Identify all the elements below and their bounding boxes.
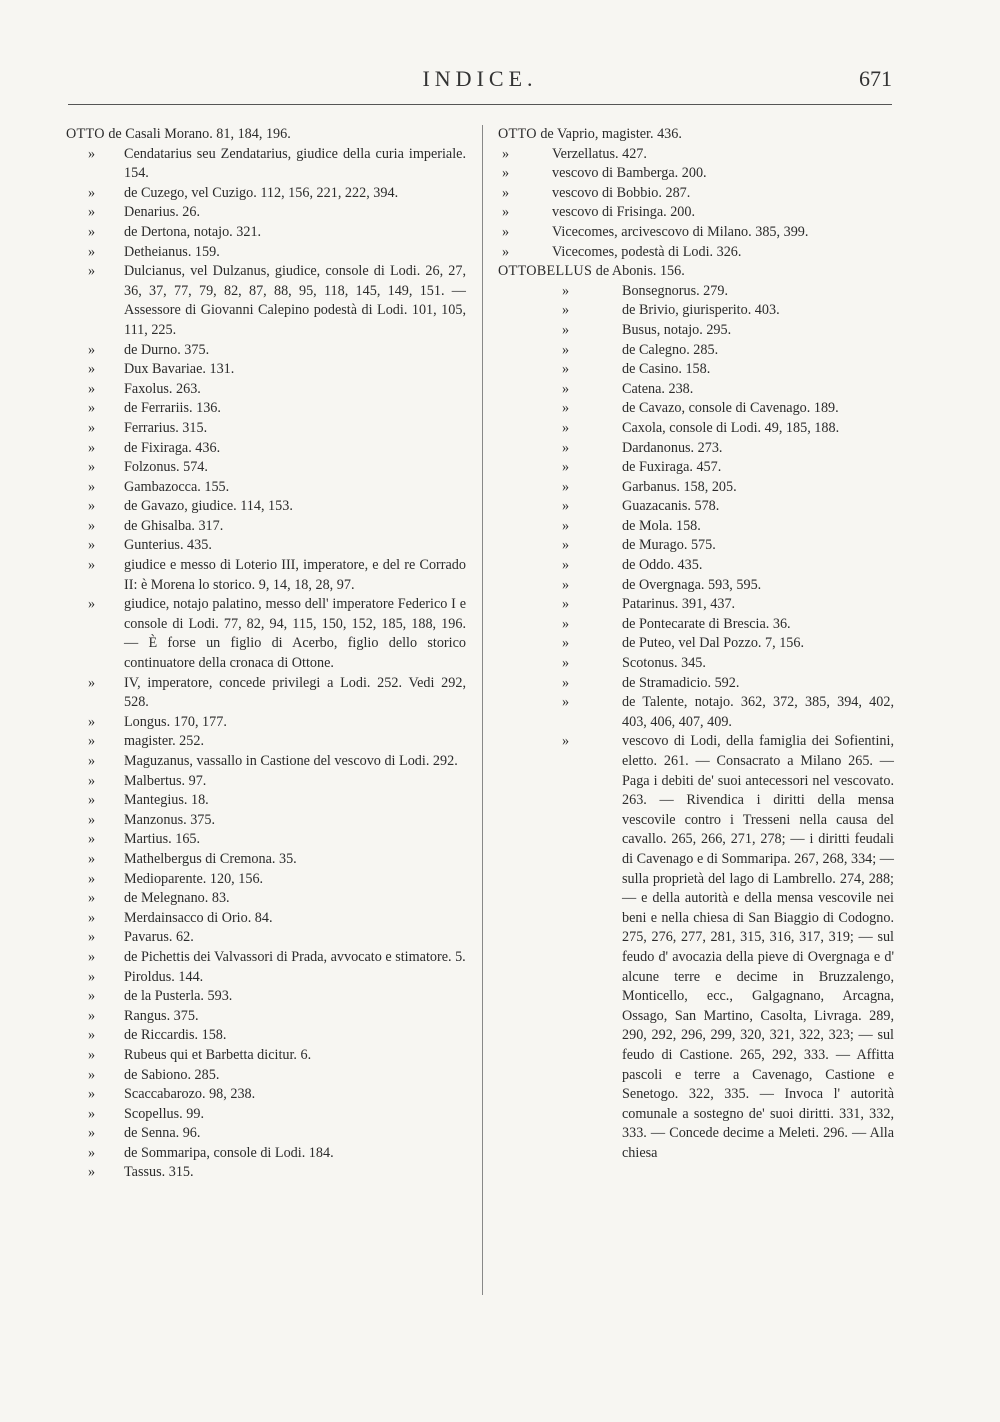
entry-text: de Talente, notajo. 362, 372, 385, 394, 402, 403, 406, 407, 409. <box>622 694 894 730</box>
column-divider <box>482 125 483 1295</box>
entry-text: de Sabiono. 285. <box>124 1066 220 1083</box>
ditto-mark: » <box>88 792 96 809</box>
index-entry <box>66 1007 466 1027</box>
index-entry <box>66 341 466 361</box>
entry-text: giudice, notajo palatino, messo dell' imperatore Federico I e console di Lodi. 77, 82, 94, 115, 150, 152, 185, 188, 196. — È forse un figlio di Acerbo, figlio dello storico continuatore della cronaca di Ottone. <box>124 596 466 672</box>
ditto-mark: » <box>88 948 96 965</box>
ditto-mark: » <box>562 419 570 436</box>
index-entry <box>66 987 466 1007</box>
index-entry <box>66 243 466 263</box>
entry-text: Bonsegnorus. 279. <box>622 282 729 299</box>
entry-text: Scaccabarozo. 98, 238. <box>124 1086 256 1103</box>
index-entry <box>66 752 466 772</box>
ditto-mark: » <box>562 674 570 691</box>
index-entry <box>498 517 894 537</box>
page-title: INDICE. <box>422 66 538 91</box>
index-entry <box>498 478 894 498</box>
ditto-mark: » <box>562 400 570 417</box>
ditto-mark: » <box>502 223 510 240</box>
ditto-mark: » <box>562 361 570 378</box>
entry-headword: OTTO <box>66 126 105 142</box>
ditto-mark: » <box>502 145 510 162</box>
entry-text: de Cavazo, console di Cavenago. 189. <box>622 400 839 417</box>
index-entry <box>498 145 894 165</box>
ditto-mark: » <box>88 184 96 201</box>
index-entry <box>498 223 894 243</box>
entry-text: Gambazocca. 155. <box>124 478 230 495</box>
ditto-mark: » <box>562 302 570 319</box>
ditto-mark: » <box>88 145 96 162</box>
entry-text: Dulcianus, vel Dulzanus, giudice, console di Lodi. 26, 27, 36, 37, 77, 79, 82, 87, 88, 95, 118, 145, 149, 151. — Assessore di Giovanni Calepino podestà di Lodi. 101, 105, 111, 225. <box>124 263 466 338</box>
ditto-mark: » <box>88 341 96 358</box>
index-entry <box>498 615 894 635</box>
entry-text: de Fixiraga. 436. <box>124 439 221 456</box>
entry-text: de Abonis. 156. <box>595 263 685 280</box>
entry-text: de Calegno. 285. <box>622 341 719 358</box>
index-entry <box>498 654 894 674</box>
entry-text: vescovo di Bamberga. 200. <box>552 165 707 182</box>
entry-text: de Vaprio, magister. 436. <box>540 126 682 142</box>
index-entry <box>66 968 466 988</box>
index-entry <box>66 399 466 419</box>
entry-text: de la Pusterla. 593. <box>124 988 233 1005</box>
index-entry <box>498 458 894 478</box>
index-entry <box>498 125 894 145</box>
entry-text: de Casino. 158. <box>622 361 711 378</box>
entry-text: Dardanonus. 273. <box>622 439 723 456</box>
ditto-mark: » <box>88 557 96 574</box>
index-entry <box>66 713 466 733</box>
entry-text: de Pontecarate di Brescia. 36. <box>622 615 791 632</box>
ditto-mark: » <box>88 772 96 789</box>
entry-text: de Gavazo, giudice. 114, 153. <box>124 498 293 515</box>
ditto-mark: » <box>88 713 96 730</box>
index-entry <box>66 497 466 517</box>
entry-text: Faxolus. 263. <box>124 380 201 397</box>
index-entry <box>66 1144 466 1164</box>
index-entry <box>66 595 466 673</box>
index-entry <box>498 184 894 204</box>
ditto-mark: » <box>88 1144 96 1161</box>
entry-text: Ferrarius. 315. <box>124 419 208 436</box>
entry-text: Pavarus. 62. <box>124 929 194 946</box>
entry-text: de Melegnano. 83. <box>124 890 230 907</box>
ditto-mark: » <box>88 733 96 750</box>
entry-text: magister. 252. <box>124 733 204 750</box>
ditto-mark: » <box>562 655 570 672</box>
ditto-mark: » <box>88 1066 96 1083</box>
ditto-mark: » <box>502 184 510 201</box>
index-entry <box>66 419 466 439</box>
entry-text: Tassus. 315. <box>124 1164 194 1181</box>
ditto-mark: » <box>562 282 570 299</box>
ditto-mark: » <box>562 478 570 495</box>
entry-text: vescovo di Frisinga. 200. <box>552 204 696 221</box>
entry-text: de Casali Morano. 81, 184, 196. <box>108 126 291 142</box>
index-column-left <box>66 125 466 1183</box>
ditto-mark: » <box>562 557 570 574</box>
ditto-mark: » <box>562 517 570 534</box>
ditto-mark: » <box>88 674 96 691</box>
ditto-mark: » <box>88 459 96 476</box>
ditto-mark: » <box>88 596 96 613</box>
index-entry <box>66 1026 466 1046</box>
entry-text: Piroldus. 144. <box>124 968 204 985</box>
ditto-mark: » <box>88 870 96 887</box>
ditto-mark: » <box>562 498 570 515</box>
index-entry <box>498 341 894 361</box>
entry-text: de Puteo, vel Dal Pozzo. 7, 156. <box>622 635 805 652</box>
ditto-mark: » <box>88 1027 96 1044</box>
entry-text: de Riccardis. 158. <box>124 1027 227 1044</box>
index-entry <box>498 164 894 184</box>
ditto-mark: » <box>88 909 96 926</box>
index-entry <box>498 380 894 400</box>
page-number: 671 <box>859 66 892 91</box>
ditto-mark: » <box>562 596 570 613</box>
ditto-mark: » <box>88 988 96 1005</box>
index-entry <box>66 870 466 890</box>
ditto-mark: » <box>88 1046 96 1063</box>
index-entry <box>66 1124 466 1144</box>
entry-text: de Cuzego, vel Cuzigo. 112, 156, 221, 222, 394. <box>124 184 399 201</box>
entry-text: de Senna. 96. <box>124 1125 201 1142</box>
index-entry <box>498 556 894 576</box>
entry-text: Garbanus. 158, 205. <box>622 478 737 495</box>
index-entry <box>66 732 466 752</box>
ditto-mark: » <box>88 850 96 867</box>
ditto-mark: » <box>88 929 96 946</box>
entry-text: Vicecomes, arcivescovo di Milano. 385, 399. <box>552 223 809 240</box>
entry-text: Malbertus. 97. <box>124 772 207 789</box>
ditto-mark: » <box>88 498 96 515</box>
entry-text: de Ghisalba. 317. <box>124 517 224 534</box>
entry-text: de Pichettis dei Valvassori di Prada, avvocato e stimatore. 5. <box>124 948 466 965</box>
index-entry <box>498 439 894 459</box>
index-entry <box>498 576 894 596</box>
index-entry <box>66 125 466 145</box>
index-entry <box>66 439 466 459</box>
ditto-mark: » <box>88 439 96 456</box>
index-entry <box>498 243 894 263</box>
index-entry <box>66 909 466 929</box>
entry-text: de Ferrariis. 136. <box>124 400 221 417</box>
entry-text: Rangus. 375. <box>124 1007 199 1024</box>
index-entry <box>66 1105 466 1125</box>
index-entry <box>498 732 894 1163</box>
index-entry <box>498 419 894 439</box>
entry-text: Medioparente. 120, 156. <box>124 870 264 887</box>
index-entry <box>66 850 466 870</box>
ditto-mark: » <box>562 537 570 554</box>
ditto-mark: » <box>562 615 570 632</box>
ditto-mark: » <box>88 753 96 769</box>
ditto-mark: » <box>88 204 96 221</box>
index-entry <box>66 478 466 498</box>
entry-text: Longus. 170, 177. <box>124 713 227 730</box>
index-entry <box>66 811 466 831</box>
index-entry <box>498 262 894 282</box>
ditto-mark: » <box>562 439 570 456</box>
index-entry <box>66 536 466 556</box>
ditto-mark: » <box>562 459 570 476</box>
entry-text: Scopellus. 99. <box>124 1105 204 1122</box>
index-entry <box>66 674 466 713</box>
page-header <box>68 64 892 105</box>
entry-text: Detheianus. 159. <box>124 243 220 260</box>
index-entry <box>66 1085 466 1105</box>
index-entry <box>66 556 466 595</box>
ditto-mark: » <box>88 263 96 280</box>
index-entry <box>498 536 894 556</box>
entry-text: vescovo di Lodi, della famiglia dei Sofientini, eletto. 261. — Consacrato a Milano 265. — Paga i debiti de' suoi antecessori nel vescovato. 263. — Rivendica i diritti della mensa vescovile contro i Tresseni nella causa del cavallo. 265, 266, 271, 278; — i diritti feudali di Cavenago e di Sommaripa. 267, 268, 334; — sulla proprietà del lago di Lambrello. 274, 288; — e della autorità e della mensa vescovile nei beni e nella chiesa di San Biaggio di Codogno. 275, 276, 277, 281, 315, 316, 317, 319; — sul feudo d' avocazia della pieve di Overgnaga e d' alcune terre e decime in Bruzzalengo, Monticello, ecc., Galgagnano, Arcagna, Ossago, San Martino, Casolta, Livraga. 289, 290, 292, 296, 299, 320, 321, 322, 323; — sul feudo di Castione. 265, 292, 333. — Affitta pascoli e terre a Cavenago, Castione e Senetogo. 322, 335. — Invoca l' autorità comunale a sostegno de' suoi diritti. 331, 332, 333. — Concede decime a Meleti. 296. — Alla chiesa <box>622 733 894 1161</box>
index-entry <box>66 223 466 243</box>
ditto-mark: » <box>562 576 570 593</box>
ditto-mark: » <box>88 1007 96 1024</box>
index-entry <box>66 791 466 811</box>
entry-text: Manzonus. 375. <box>124 811 216 828</box>
entry-text: IV, imperatore, concede privilegi a Lodi. 252. Vedi 292, 528. <box>124 674 466 711</box>
ditto-mark: » <box>562 321 570 338</box>
entry-text: Busus, notajo. 295. <box>622 321 732 338</box>
entry-text: de Durno. 375. <box>124 341 210 358</box>
entry-text: de Murago. 575. <box>622 537 716 554</box>
entry-text: de Dertona, notajo. 321. <box>124 223 262 240</box>
ditto-mark: » <box>562 733 570 750</box>
index-entry <box>498 203 894 223</box>
entry-text: giudice e messo di Loterio III, imperatore, e del re Corrado II: è Morena lo storico. 9, 14, 18, 28, 97. <box>124 557 466 593</box>
entry-text: Mathelbergus di Cremona. 35. <box>124 850 297 867</box>
entry-text: de Sommaripa, console di Lodi. 184. <box>124 1144 334 1161</box>
index-entry <box>66 1066 466 1086</box>
index-entry <box>498 301 894 321</box>
index-entry <box>66 928 466 948</box>
entry-text: Guazacanis. 578. <box>622 498 720 515</box>
entry-text: Gunterius. 435. <box>124 537 212 554</box>
ditto-mark: » <box>88 380 96 397</box>
index-entry <box>66 145 466 184</box>
entry-text: Vicecomes, podestà di Lodi. 326. <box>552 243 742 260</box>
index-entry <box>66 1046 466 1066</box>
entry-text: de Mola. 158. <box>622 517 701 534</box>
ditto-mark: » <box>88 1086 96 1103</box>
ditto-mark: » <box>88 400 96 417</box>
index-entry <box>498 282 894 302</box>
ditto-mark: » <box>88 223 96 240</box>
index-entry <box>498 693 894 732</box>
entry-text: Denarius. 26. <box>124 204 201 221</box>
entry-text: de Overgnaga. 593, 595. <box>622 576 762 593</box>
index-entry <box>498 674 894 694</box>
entry-text: Catena. 238. <box>622 380 694 397</box>
ditto-mark: » <box>88 1164 96 1181</box>
ditto-mark: » <box>562 635 570 652</box>
entry-text: Scotonus. 345. <box>622 655 706 672</box>
entry-text: de Oddo. 435. <box>622 557 703 574</box>
ditto-mark: » <box>88 419 96 436</box>
ditto-mark: » <box>88 1125 96 1142</box>
entry-headword: OTTO <box>498 126 537 142</box>
entry-text: Maguzanus, vassallo in Castione del vescovo di Lodi. 292. <box>124 753 458 769</box>
ditto-mark: » <box>562 694 570 711</box>
entry-text: Merdainsacco di Orio. 84. <box>124 909 273 926</box>
entry-headword: OTTOBELLUS <box>498 263 593 280</box>
entry-text: Patarinus. 391, 437. <box>622 596 736 613</box>
index-entry <box>66 360 466 380</box>
entry-text: de Fuxiraga. 457. <box>622 459 722 476</box>
entry-text: Dux Bavariae. 131. <box>124 361 235 378</box>
index-entry <box>66 184 466 204</box>
index-entry <box>498 497 894 517</box>
index-entry <box>66 772 466 792</box>
ditto-mark: » <box>502 243 510 260</box>
index-entry <box>498 321 894 341</box>
ditto-mark: » <box>88 811 96 828</box>
index-entry <box>498 595 894 615</box>
entry-text: Cendatarius seu Zendatarius, giudice della curia imperiale. 154. <box>124 145 466 182</box>
ditto-mark: » <box>88 968 96 985</box>
index-entry <box>66 889 466 909</box>
entry-text: Caxola, console di Lodi. 49, 185, 188. <box>622 419 840 436</box>
index-entry <box>66 1163 466 1183</box>
ditto-mark: » <box>562 341 570 358</box>
ditto-mark: » <box>88 831 96 848</box>
index-entry <box>66 380 466 400</box>
entry-text: Verzellatus. 427. <box>552 145 647 162</box>
ditto-mark: » <box>88 537 96 554</box>
entry-text: Folzonus. 574. <box>124 459 208 476</box>
entry-text: de Stramadicio. 592. <box>622 674 740 691</box>
ditto-mark: » <box>562 380 570 397</box>
index-entry <box>66 830 466 850</box>
index-entry <box>66 203 466 223</box>
ditto-mark: » <box>88 890 96 907</box>
entry-text: Rubeus qui et Barbetta dicitur. 6. <box>124 1046 312 1063</box>
index-entry <box>66 517 466 537</box>
entry-text: Mantegius. 18. <box>124 792 209 809</box>
index-column-right <box>498 125 894 1163</box>
entry-text: de Brivio, giurisperito. 403. <box>622 302 780 319</box>
ditto-mark: » <box>502 204 510 221</box>
entry-text: vescovo di Bobbio. 287. <box>552 184 691 201</box>
ditto-mark: » <box>88 1105 96 1122</box>
index-entry <box>66 458 466 478</box>
index-entry <box>498 399 894 419</box>
index-entry <box>498 634 894 654</box>
ditto-mark: » <box>88 478 96 495</box>
index-entry <box>66 262 466 340</box>
entry-text: Martius. 165. <box>124 831 201 848</box>
ditto-mark: » <box>502 165 510 182</box>
ditto-mark: » <box>88 517 96 534</box>
ditto-mark: » <box>88 361 96 378</box>
index-entry <box>66 948 466 968</box>
index-entry <box>498 360 894 380</box>
ditto-mark: » <box>88 243 96 260</box>
